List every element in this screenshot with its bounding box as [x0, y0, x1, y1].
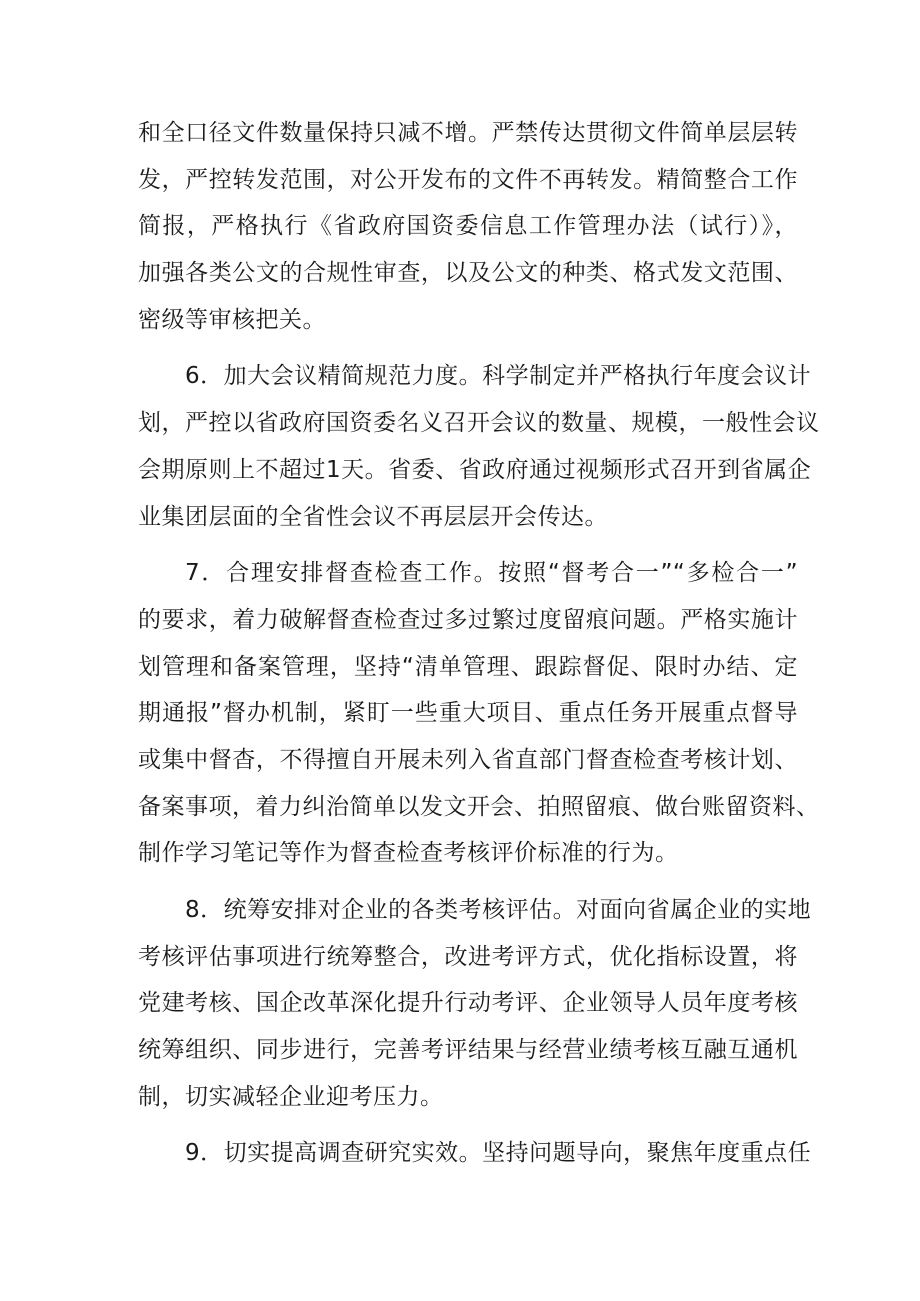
text-line: 或集中督杳，不得擅自开展未列入省直部门督查检查考核计划、 [138, 746, 798, 773]
text-line: 加强各类公文的合规性审查，以及公文的种类、格式发文范围、 [138, 260, 798, 287]
text-line: 发，严控转发范围，对公开发布的文件不再转发。精简整合工作 [138, 166, 798, 193]
section-7-heading-line: 7．合理安排督查检查工作。按照“督考合一”“多检合一” [185, 560, 798, 587]
document-body [138, 110, 820, 1177]
text-line: 统筹组织、同步进行，完善考评结果与经营业绩考核互融互通机 [138, 1037, 798, 1064]
text-line: 划管理和备案管理，坚持“清单管理、跟踪督促、限时办结、定 [138, 653, 798, 680]
text-line: 制作学习笔记等作为督查检查考核评价标准的行为。 [138, 840, 679, 867]
text-line: 考核评估事项进行统筹整合，改进考评方式，优化指标设置，将 [138, 943, 798, 970]
text-line: 密级等审核把关。 [138, 306, 326, 333]
section-9-heading-line: 9．切实提高调查研究实效。坚持问题导向，聚焦年度重点任 [185, 1140, 812, 1167]
section-8-heading-line: 8．统筹安排对企业的各类考核评估。对面向省属企业的实地 [185, 897, 812, 923]
text-line: 业集团层面的全省性会议不再层层开会传达。 [138, 503, 608, 530]
text-line: 党建考核、国企改革深化提升行动考评、企业领导人员年度考核 [138, 990, 798, 1017]
text-line: 划，严控以省政府国资委名义召开会议的数量、规模，一般性会议 [138, 410, 820, 437]
text-line: 制，切实减轻企业迎考压力。 [138, 1083, 444, 1110]
text-line: 备案事项，着力纠治简单以发文开会、拍照留痕、做台账留资料、 [138, 793, 820, 820]
text-line: 期通报”督办机制，紧盯一些重大项目、重点任务开展重点督导 [138, 700, 798, 727]
text-line: 简报，严格执行《省政府国资委信息工作管理办法（试行）》， [138, 213, 798, 240]
text-line: 的要求，着力破解督查检查过多过繁过度留痕问题。严格实施计 [138, 606, 798, 633]
text-line: 会期原则上不超过1天。省委、省政府通过视频形式召开到省属企 [138, 456, 812, 483]
section-6-heading-line: 6．加大会议精简规范力度。科学制定并严格执行年度会议计 [185, 363, 812, 390]
text-line: 和全口径文件数量保持只减不增。严禁传达贯彻文件简单层层转 [138, 120, 798, 146]
